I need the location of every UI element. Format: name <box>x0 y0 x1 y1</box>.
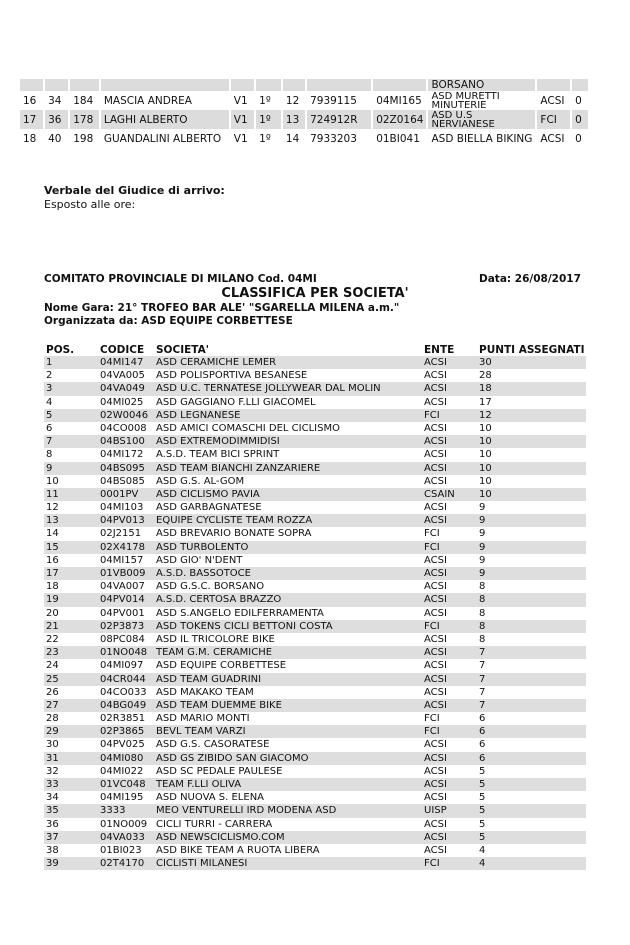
cell-ente: ACSI <box>424 673 447 685</box>
table-row <box>44 752 586 765</box>
cell-punti: 12 <box>479 409 492 421</box>
cell-punti: 17 <box>479 396 492 408</box>
cell-pos: 17 <box>46 568 59 579</box>
cell-societa: ASD IL TRICOLORE BIKE <box>156 633 275 645</box>
cell-punti: 5 <box>479 818 486 830</box>
cell-ente: ACSI <box>424 647 447 659</box>
gara-label: Nome Gara: 21° TROFEO BAR ALE' "SGARELLA MILENA a.m." <box>44 302 400 314</box>
table-row <box>44 607 586 620</box>
cell-pos: 18 <box>46 581 59 593</box>
cell-ente: ACSI <box>424 765 447 777</box>
cell-societa: A.S.D. TEAM BICI SPRINT <box>156 449 280 461</box>
cell-codice: 04PV001 <box>100 607 145 619</box>
cell-codice: 02W0046 <box>100 409 149 421</box>
cell-tess: 724912R <box>306 110 372 129</box>
cell-punti: 7 <box>479 647 486 659</box>
table-row <box>44 725 586 738</box>
cell-ente: ACSI <box>424 633 447 645</box>
cell-codice: 04VA049 <box>100 383 145 395</box>
cell-codice: 04MI157 <box>100 554 144 566</box>
cell-societa: ASD TEAM GUADRINI <box>156 673 262 685</box>
cell-ente: ACSI <box>424 370 447 382</box>
table-row <box>44 448 586 461</box>
cell-codice: 04CO033 <box>100 686 147 698</box>
col-pos: POS. <box>46 344 75 356</box>
cell-codice: 04MI172 <box>100 449 144 461</box>
cell-punti: 8 <box>479 607 486 619</box>
cell-pos: 10 <box>46 475 59 487</box>
table-row <box>44 712 586 725</box>
cell-name: MASCIA ANDREA <box>100 91 230 110</box>
cell-codice: 0001PV <box>100 488 139 500</box>
table-row <box>44 633 586 646</box>
cell-pos: 30 <box>46 739 59 751</box>
cell-name: GUANDALINI ALBERTO <box>100 129 230 148</box>
cell-societa: ASD EXTREMODIMMIDISI <box>156 436 280 448</box>
table-row <box>44 620 586 633</box>
cell-punti: 5 <box>479 792 486 804</box>
table-row <box>44 686 586 699</box>
cell-cat: V1 <box>230 110 255 129</box>
cell-soc-line: ASD U.S <box>431 110 473 121</box>
cell-ente: ACSI <box>424 818 447 830</box>
cell-pos: 20 <box>46 607 59 619</box>
cell-pos: 16 <box>19 91 44 110</box>
comitato-label: COMITATO PROVINCIALE DI MILANO Cod. 04MI <box>44 273 317 285</box>
table-row <box>44 673 586 686</box>
cell-codice: 3333 <box>100 805 126 817</box>
cell-punti: 10 <box>479 449 492 461</box>
cell-codice: 04MI025 <box>100 396 144 408</box>
cell-punti: 30 <box>479 357 492 368</box>
cell-tess: 7933203 <box>306 129 372 148</box>
col-codice: CODICE <box>100 344 145 356</box>
table-row <box>44 396 586 409</box>
cell-societa: ASD GARBAGNATESE <box>156 502 262 514</box>
cell-soc <box>427 91 536 110</box>
cell-pos: 4 <box>46 396 53 408</box>
cell-societa: A.S.D. CERTOSA BRAZZO <box>156 594 282 606</box>
cell-societa: ASD MARIO MONTI <box>156 713 250 725</box>
table-row <box>44 369 586 382</box>
cell-codice: 01NO009 <box>100 818 148 830</box>
cell-societa: ASD S.ANGELO EDILFERRAMENTA <box>156 607 324 619</box>
cell-pos: 34 <box>46 792 59 804</box>
cell-ente: ACSI <box>424 831 447 843</box>
cell-ente: FCI <box>424 858 440 870</box>
cell-ente: FCI <box>424 409 440 421</box>
cell-societa: ASD G.S.C. BORSANO <box>156 581 265 593</box>
cell-punti: 18 <box>479 383 492 395</box>
cell-punti: 10 <box>479 475 492 487</box>
table-row <box>44 593 586 606</box>
cell-pos: 21 <box>46 620 59 632</box>
cell-codice: 04MI147 <box>100 357 144 368</box>
cell-pos: 38 <box>46 844 59 856</box>
cell-pos: 24 <box>46 660 59 672</box>
cell-pts: 0 <box>571 91 588 110</box>
col-ente: ENTE <box>424 344 455 356</box>
cell-ente: CSAIN <box>424 488 455 500</box>
cell-societa: TEAM G.M. CERAMICHE <box>156 647 273 659</box>
cell-punti: 8 <box>479 581 486 593</box>
cell-n1: 40 <box>44 129 69 148</box>
cell-cod: 02Z0164 <box>372 110 427 129</box>
cell-pos: 5 <box>46 409 53 421</box>
cell-tess: 7939115 <box>306 91 372 110</box>
cell-ente: ACSI <box>424 844 447 856</box>
table-row <box>44 422 586 435</box>
cell-ente: ACSI <box>424 396 447 408</box>
results-table <box>18 79 588 148</box>
cell-pos: 31 <box>46 752 59 764</box>
cell-codice: 08PC084 <box>100 633 145 645</box>
cell-punti: 8 <box>479 620 486 632</box>
cell-ente: ACSI <box>424 462 447 474</box>
cell-ente: ACSI <box>424 422 447 434</box>
table-row <box>19 110 588 129</box>
cell-pos: 7 <box>46 436 53 448</box>
cell-punti: 9 <box>479 515 486 527</box>
cell-societa: CICLISTI MILANESI <box>156 858 248 870</box>
table-row <box>44 435 586 448</box>
cell-punti: 9 <box>479 554 486 566</box>
cell-pos: 1 <box>46 357 53 368</box>
cell-punti: 8 <box>479 633 486 645</box>
page-title: CLASSIFICA PER SOCIETA' <box>221 286 409 301</box>
cell-pos: 3 <box>46 383 53 395</box>
cell-codice: 02R3851 <box>100 713 146 725</box>
cell-pos: 16 <box>46 554 59 566</box>
cell-ente: ACSI <box>424 475 447 487</box>
cell-pos: 36 <box>46 818 59 830</box>
cell-punti: 9 <box>479 528 486 540</box>
cell-pos: 11 <box>46 488 59 500</box>
date-label: Data: 26/08/2017 <box>479 273 581 285</box>
cell-punti: 5 <box>479 779 486 790</box>
cell-pos: 23 <box>46 647 59 659</box>
cell-societa: ASD TOKENS CICLI BETTONI COSTA <box>156 620 333 632</box>
cell-codice: 02T4170 <box>100 858 145 870</box>
table-row <box>44 356 586 369</box>
cell-punti: 6 <box>479 726 486 738</box>
cell-ente: UISP <box>424 805 447 817</box>
cell-punti: 7 <box>479 686 486 698</box>
cell-ente: ACSI <box>424 436 447 448</box>
cell-ente: ACSI <box>424 515 447 527</box>
cell-punti: 10 <box>479 462 492 474</box>
cell-societa: MEO VENTURELLI IRD MODENA ASD <box>156 805 337 817</box>
cell-cpos: 13 <box>282 110 306 129</box>
cell-punti: 9 <box>479 568 486 579</box>
table-row <box>44 778 586 791</box>
cell-soc <box>427 110 536 129</box>
table-row <box>44 527 586 540</box>
cell-ente: ACSI <box>424 752 447 764</box>
cell-codice: 01VB009 <box>100 568 146 579</box>
cell-codice: 04VA007 <box>100 581 145 593</box>
cell-pos: 17 <box>19 110 44 129</box>
organizzata-label: Organizzata da: ASD EQUIPE CORBETTESE <box>44 315 293 327</box>
cell-pos: 12 <box>46 502 59 514</box>
cell-punti: 7 <box>479 673 486 685</box>
cell-pos: 26 <box>46 686 59 698</box>
cell-pts: 0 <box>571 129 588 148</box>
cell-codice: 02P3873 <box>100 620 145 632</box>
cell-ente: ACSI <box>424 607 447 619</box>
cell-codice: 04BS100 <box>100 436 145 448</box>
cell-societa: ASD G.S. CASORATESE <box>156 739 270 751</box>
cell-punti: 8 <box>479 594 486 606</box>
cell-codice: 04MI097 <box>100 660 144 672</box>
cell-fascia: 1º <box>255 129 282 148</box>
table-row <box>44 488 586 501</box>
table-row <box>44 567 586 580</box>
table-row <box>44 501 586 514</box>
cell-societa: CICLI TURRI - CARRERA <box>156 818 273 830</box>
cell-pos: 39 <box>46 858 59 870</box>
cell-soc-line: NERVIANESE <box>431 118 495 129</box>
cell-ente: ACSI <box>424 581 447 593</box>
cell-pos: 19 <box>46 594 59 606</box>
cell-societa: ASD CERAMICHE LEMER <box>156 357 277 368</box>
cell-n2: 184 <box>69 91 100 110</box>
cell-societa: ASD BREVARIO BONATE SOPRA <box>156 528 312 540</box>
cell-ente: ACSI <box>536 129 571 148</box>
cell-pos: 6 <box>46 422 53 434</box>
cell-cpos: 14 <box>282 129 306 148</box>
cell-codice: 04BG049 <box>100 699 147 711</box>
table-row <box>44 659 586 672</box>
table-row <box>44 462 586 475</box>
table-row <box>44 541 586 554</box>
table-row <box>44 857 586 870</box>
table-row <box>19 129 588 148</box>
cell-pos: 28 <box>46 713 59 725</box>
cell-punti: 6 <box>479 739 486 751</box>
cell-codice: 04PV013 <box>100 515 145 527</box>
cell-pos: 27 <box>46 699 59 711</box>
cell-societa: ASD POLISPORTIVA BESANESE <box>156 370 308 382</box>
cell-pos: 22 <box>46 633 59 645</box>
cell-societa: ASD EQUIPE CORBETTESE <box>156 660 287 672</box>
cell-ente: ACSI <box>424 383 447 395</box>
cell-punti: 7 <box>479 660 486 672</box>
cell-pos: 37 <box>46 831 59 843</box>
ranking-table <box>44 356 586 870</box>
cell-ente: ACSI <box>424 554 447 566</box>
cell-punti: 6 <box>479 713 486 725</box>
cell-cod: 04MI165 <box>372 91 427 110</box>
cell-ente: ACSI <box>424 502 447 514</box>
cell-societa: ASD G.S. AL-GOM <box>156 475 245 487</box>
cell-ente: FCI <box>536 110 571 129</box>
cell-ente: FCI <box>424 713 440 725</box>
cell-punti: 7 <box>479 699 486 711</box>
cell-societa: TEAM F.LLI OLIVA <box>156 779 242 790</box>
cell-codice: 04MI103 <box>100 502 144 514</box>
table-row <box>44 831 586 844</box>
cell-societa: ASD NEWSCICLISMO.COM <box>156 831 285 843</box>
table-row <box>44 646 586 659</box>
cell-n2: 178 <box>69 110 100 129</box>
table-row <box>44 844 586 857</box>
cell-societa: ASD TEAM BIANCHI ZANZARIERE <box>156 462 321 474</box>
continuation-text: BORSANO <box>427 79 536 91</box>
cell-codice: 04MI022 <box>100 765 144 777</box>
cell-societa: A.S.D. BASSOTOCE <box>156 568 251 579</box>
cell-punti: 6 <box>479 752 486 764</box>
cell-codice: 04BS095 <box>100 462 145 474</box>
cell-codice: 04PV025 <box>100 739 145 751</box>
cell-societa: ASD NUOVA S. ELENA <box>156 792 265 804</box>
table-row <box>44 514 586 527</box>
table-row <box>44 554 586 567</box>
cell-codice: 04BS085 <box>100 475 145 487</box>
cell-ente: FCI <box>424 726 440 738</box>
cell-codice: 04CR044 <box>100 673 146 685</box>
cell-codice: 04PV014 <box>100 594 145 606</box>
cell-codice: 01BI023 <box>100 844 142 856</box>
table-row <box>44 409 586 422</box>
cell-punti: 4 <box>479 844 486 856</box>
cell-cpos: 12 <box>282 91 306 110</box>
cell-pos: 8 <box>46 449 53 461</box>
cell-punti: 10 <box>479 436 492 448</box>
cell-pos: 32 <box>46 765 59 777</box>
cell-punti: 9 <box>479 541 486 553</box>
cell-societa: ASD AMICI COMASCHI DEL CICLISMO <box>156 422 340 434</box>
cell-soc-line: MINUTERIE <box>431 99 487 110</box>
cell-pos: 18 <box>19 129 44 148</box>
cell-punti: 9 <box>479 502 486 514</box>
cell-ente: FCI <box>424 620 440 632</box>
cell-soc-line: ASD MURETTI <box>431 91 500 102</box>
cell-punti: 4 <box>479 858 486 870</box>
col-punti: PUNTI ASSEGNATI <box>479 344 585 356</box>
cell-societa: EQUIPE CYCLISTE TEAM ROZZA <box>156 515 313 527</box>
table-row <box>44 738 586 751</box>
table-row <box>44 580 586 593</box>
table-row <box>44 818 586 831</box>
cell-societa: ASD BIKE TEAM A RUOTA LIBERA <box>156 844 320 856</box>
cell-punti: 5 <box>479 831 486 843</box>
cell-codice: 02J2151 <box>100 528 142 540</box>
cell-n2: 198 <box>69 129 100 148</box>
verbale-title: Verbale del Giudice di arrivo: <box>44 184 225 197</box>
cell-societa: ASD GIO' N'DENT <box>156 554 243 566</box>
cell-codice: 04VA005 <box>100 370 145 382</box>
cell-ente: ACSI <box>424 568 447 579</box>
table-row <box>19 91 588 110</box>
cell-ente: ACSI <box>424 792 447 804</box>
table-row <box>44 791 586 804</box>
cell-fascia: 1º <box>255 110 282 129</box>
cell-societa: ASD GAGGIANO F.LLI GIACOMEL <box>156 396 316 408</box>
cell-pos: 15 <box>46 541 59 553</box>
cell-codice: 04CO008 <box>100 422 147 434</box>
cell-codice: 04VA033 <box>100 831 145 843</box>
table-row <box>44 382 586 395</box>
cell-pos: 9 <box>46 462 53 474</box>
cell-punti: 5 <box>479 805 486 817</box>
cell-punti: 10 <box>479 488 492 500</box>
cell-codice: 04MI080 <box>100 752 144 764</box>
cell-societa: ASD MAKAKO TEAM <box>156 686 254 698</box>
cell-societa: ASD GS ZIBIDO SAN GIACOMO <box>156 752 309 764</box>
table-row <box>44 804 586 817</box>
cell-societa: ASD CICLISMO PAVIA <box>156 488 260 500</box>
cell-ente: FCI <box>424 541 440 553</box>
cell-punti: 10 <box>479 422 492 434</box>
table-row <box>44 475 586 488</box>
cell-pos: 25 <box>46 673 59 685</box>
cell-pos: 14 <box>46 528 59 540</box>
cell-name: LAGHI ALBERTO <box>100 110 230 129</box>
cell-punti: 5 <box>479 765 486 777</box>
cell-n1: 36 <box>44 110 69 129</box>
cell-pos: 35 <box>46 805 59 817</box>
cell-ente: ACSI <box>424 739 447 751</box>
cell-pos: 13 <box>46 515 59 527</box>
cell-societa: ASD TEAM DUEMME BIKE <box>156 699 282 711</box>
cell-codice: 01NO048 <box>100 647 148 659</box>
col-societa: SOCIETA' <box>156 344 209 356</box>
cell-societa: ASD LEGNANESE <box>156 409 241 421</box>
cell-soc: ASD BIELLA BIKING <box>427 129 536 148</box>
cell-pos: 33 <box>46 779 59 790</box>
cell-ente: ACSI <box>424 660 447 672</box>
cell-ente: ACSI <box>424 699 447 711</box>
esposto-label: Esposto alle ore: <box>44 198 136 211</box>
cell-cat: V1 <box>230 91 255 110</box>
cell-ente: ACSI <box>424 779 447 790</box>
cell-ente: FCI <box>424 528 440 540</box>
table-row <box>44 765 586 778</box>
cell-codice: 01VC048 <box>100 779 146 790</box>
cell-codice: 02X4178 <box>100 541 146 553</box>
cell-codice: 04MI195 <box>100 792 144 804</box>
table-row <box>44 699 586 712</box>
cell-ente: ACSI <box>424 594 447 606</box>
cell-fascia: 1º <box>255 91 282 110</box>
cell-ente: ACSI <box>536 91 571 110</box>
cell-ente: ACSI <box>424 449 447 461</box>
cell-societa: BEVL TEAM VARZI <box>156 726 246 738</box>
cell-ente: ACSI <box>424 686 447 698</box>
cell-codice: 02P3865 <box>100 726 145 738</box>
cell-societa: ASD SC PEDALE PAULESE <box>156 765 283 777</box>
cell-ente: ACSI <box>424 357 447 368</box>
cell-cod: 01BI041 <box>372 129 427 148</box>
cell-n1: 34 <box>44 91 69 110</box>
cell-societa: ASD U.C. TERNATESE JOLLYWEAR DAL MOLIN <box>156 383 381 395</box>
cell-pos: 2 <box>46 370 53 382</box>
cell-cat: V1 <box>230 129 255 148</box>
cell-societa: ASD TURBOLENTO <box>156 541 249 553</box>
cell-punti: 28 <box>479 370 492 382</box>
cell-pos: 29 <box>46 726 59 738</box>
cell-pts: 0 <box>571 110 588 129</box>
table-row <box>19 79 588 91</box>
